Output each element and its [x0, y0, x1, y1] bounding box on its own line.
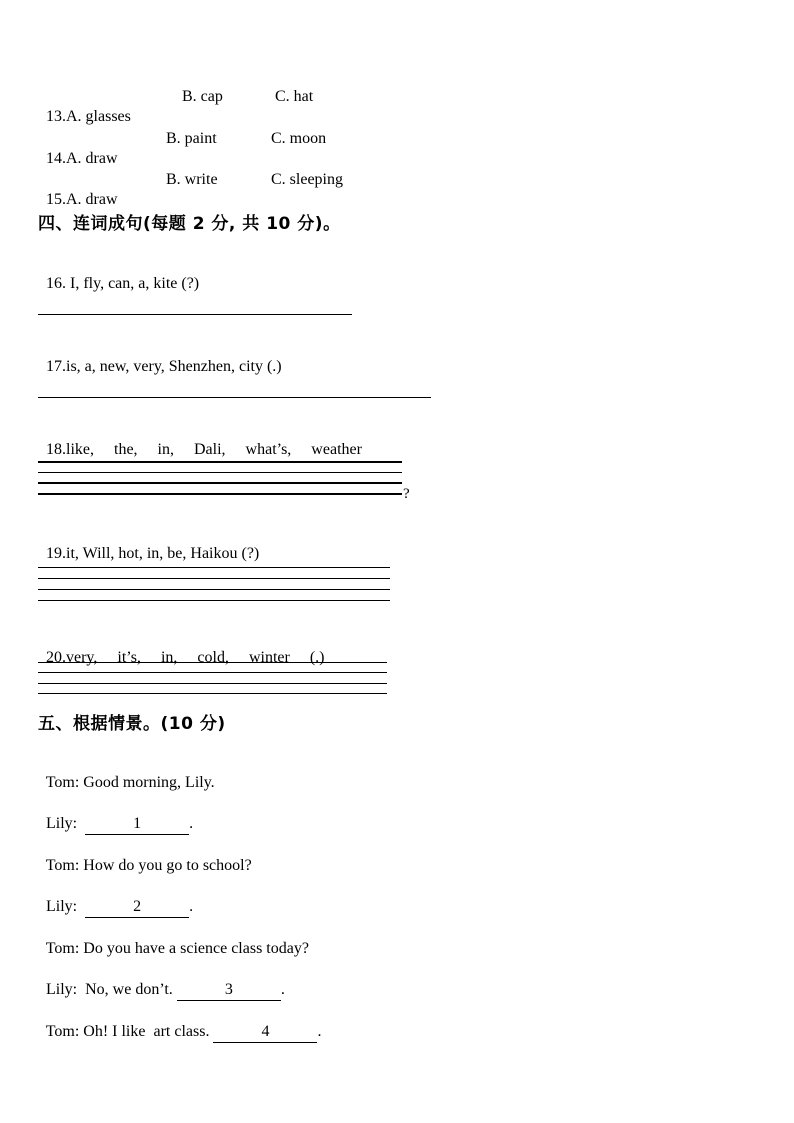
speaker: Lily: — [46, 815, 78, 832]
question-number: 16. — [46, 275, 66, 292]
dialogue-text: Good morning, Lily. — [79, 774, 215, 791]
answer-line[interactable] — [38, 683, 387, 684]
section-4-heading: 四、连词成句(每题 2 分, 共 10 分)。 — [38, 214, 341, 234]
speaker: Tom: — [45, 857, 80, 874]
option-c: C. moon — [271, 130, 327, 147]
word-list: it, Will, hot, in, be, Haikou (?) — [66, 545, 260, 562]
dialogue-text: No, we don’t. — [77, 981, 177, 998]
answer-line[interactable] — [38, 693, 387, 694]
speaker: Tom: — [45, 774, 80, 791]
option-c: C. sleeping — [271, 171, 343, 188]
answer-blank-2[interactable]: 2 — [85, 897, 189, 918]
answer-line[interactable] — [38, 589, 390, 590]
dialogue-text — [77, 815, 85, 832]
dialogue-line — [38, 1002, 321, 1043]
speaker: Tom: — [45, 940, 80, 957]
word-list: I, fly, can, a, kite (?) — [66, 275, 200, 292]
answer-line[interactable] — [38, 482, 402, 484]
answer-line[interactable] — [38, 567, 390, 568]
dialogue-text: How do you go to school? — [79, 857, 252, 874]
answer-line[interactable] — [38, 600, 390, 601]
dialogue-text: Do you have a science class today? — [79, 940, 309, 957]
option-b: B. paint — [166, 130, 217, 147]
option-c: C. hat — [275, 88, 314, 105]
punctuation: . — [189, 815, 194, 832]
question-number: 13. — [46, 108, 66, 125]
dialogue-line — [38, 836, 252, 876]
question-number: 15. — [46, 191, 66, 208]
choice-question-15 — [38, 170, 118, 210]
answer-blank-3[interactable]: 3 — [177, 980, 281, 1001]
question-mark: ? — [403, 486, 410, 502]
punctuation: . — [317, 1023, 322, 1040]
dialogue-text — [77, 898, 85, 915]
word-list: like, the, in, Dali, what’s, weather — [66, 441, 362, 458]
dialogue-line — [38, 753, 215, 793]
option-a: A. draw — [66, 150, 118, 167]
question-number: 20. — [46, 649, 66, 666]
option-a: A. glasses — [66, 108, 131, 125]
answer-line[interactable] — [38, 314, 352, 315]
answer-line[interactable] — [38, 662, 387, 663]
question-number: 19. — [46, 545, 66, 562]
answer-line[interactable] — [38, 672, 387, 673]
dialogue-line — [38, 960, 285, 1001]
question-number: 18. — [46, 441, 66, 458]
punctuation: . — [189, 898, 194, 915]
answer-blank-4[interactable]: 4 — [213, 1022, 317, 1043]
sentence-question-19 — [38, 524, 259, 564]
sentence-question-16 — [38, 254, 199, 294]
dialogue-line — [38, 919, 309, 959]
answer-line[interactable] — [38, 461, 402, 463]
answer-blank-1[interactable]: 1 — [85, 814, 189, 835]
dialogue-line — [38, 794, 193, 835]
word-list: is, a, new, very, Shenzhen, city (.) — [66, 358, 282, 375]
choice-question-13 — [38, 87, 131, 127]
sentence-question-18 — [38, 420, 362, 460]
speaker: Lily: — [46, 898, 78, 915]
answer-line[interactable] — [38, 472, 402, 473]
answer-line[interactable] — [38, 578, 390, 579]
punctuation: . — [280, 981, 285, 998]
question-number: 17. — [46, 358, 66, 375]
option-a: A. draw — [66, 191, 118, 208]
word-list: very, it’s, in, cold, winter (.) — [66, 649, 325, 666]
choice-question-14 — [38, 129, 118, 169]
question-number: 14. — [46, 150, 66, 167]
sentence-question-17 — [38, 337, 282, 377]
speaker: Tom: — [45, 1023, 80, 1040]
dialogue-line — [38, 877, 193, 918]
answer-line[interactable] — [38, 493, 402, 495]
section-5-heading: 五、根据情景。(10 分) — [38, 714, 226, 734]
speaker: Lily: — [46, 981, 78, 998]
answer-line[interactable] — [38, 397, 431, 398]
dialogue-text: Oh! I like art class. — [79, 1023, 214, 1040]
option-b: B. cap — [182, 88, 223, 105]
option-b: B. write — [166, 171, 218, 188]
